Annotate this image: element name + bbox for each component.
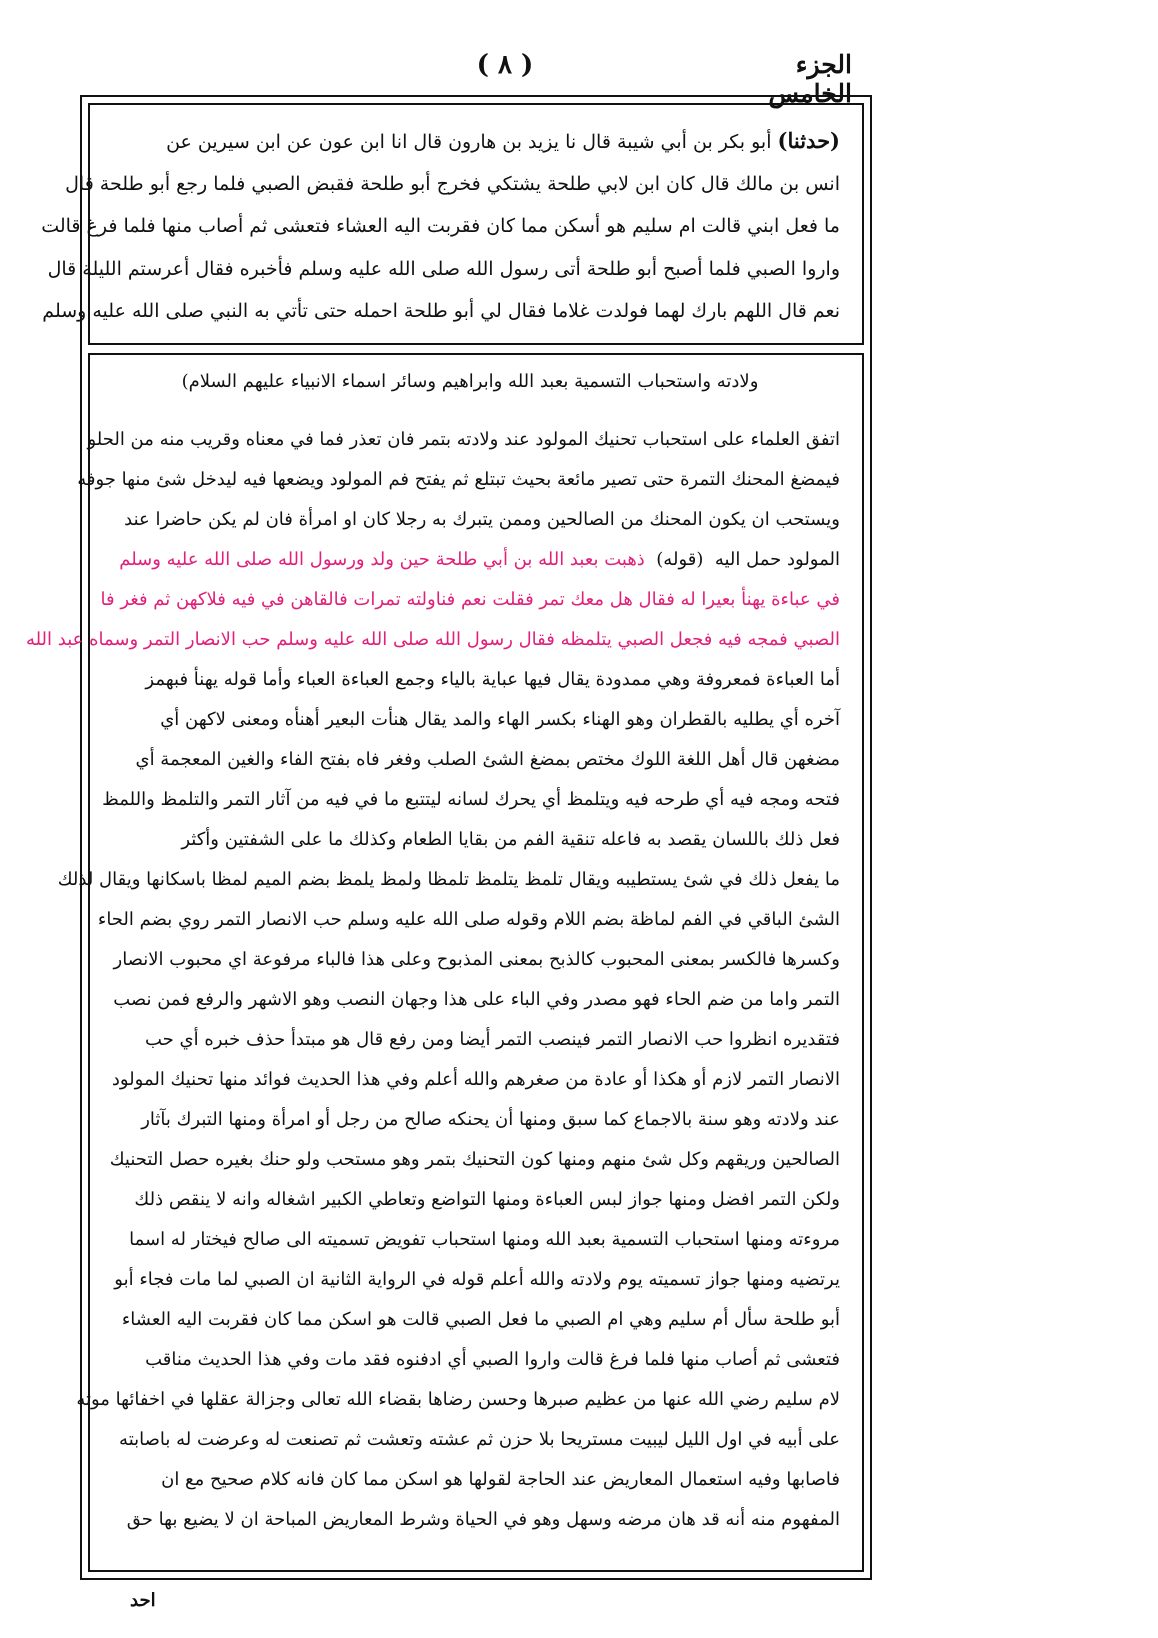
- commentary-line: ما يفعل ذلك في شئ يستطيبه ويقال تلمظ يتلمظ تلمظا ولمظ يلمظ بضم الميم لمظا باسكانها ويقال لذلك: [57, 869, 840, 890]
- volume-title: الجزء الخامس: [768, 50, 852, 108]
- quoted-hadith-line: الصبي فمجه فيه فجعل الصبي يتلمظه فقال رسول الله صلى الله عليه وسلم حب الانصار التمر وسماه عبد الله: [25, 629, 840, 650]
- commentary-line: وكسرها فالكسر بمعنى المحبوب كالذبح بمعنى المذبوح وعلى هذا فالباء مرفوعة اي محبوب الانصار: [113, 949, 840, 970]
- commentary-line: المولود حمل اليه (قوله) ذهبت بعبد الله بن أبي طلحة حين ولد ورسول الله صلى الله عليه وسلم: [119, 549, 840, 570]
- commentary-line: لام سليم رضي الله عنها من عظيم صبرها وحسن رضاها بقضاء الله تعالى وجزالة عقلها في اخفائها موته: [76, 1389, 840, 1410]
- commentary-line: المفهوم منه أنه قد هان مرضه وسهل وهو في الحياة وشرط المعاريض المباحة ان لا يضيع بها حق: [126, 1509, 840, 1530]
- catchword: احد: [130, 1590, 156, 1611]
- hadith-line: انس بن مالك قال كان ابن لابي طلحة يشتكي فخرج أبو طلحة فقبض الصبي فلما رجع أبو طلحة قال: [65, 172, 840, 195]
- commentary-line: فعل ذلك باللسان يقصد به فاعله تنقية الفم من بقايا الطعام وكذلك ما على الشفتين وأكثر: [181, 829, 840, 850]
- commentary-text: [25, 420, 840, 1540]
- chapter-title: ولادته واستحباب التسمية بعبد الله وابراهيم وسائر اسماء الانبياء عليهم السلام): [181, 371, 759, 392]
- commentary-line: يرتضيه ومنها جواز تسميته يوم ولادته والله أعلم قوله في الرواية الثانية ان الصبي لما مات فجاء أبو: [114, 1269, 840, 1290]
- qawluhu-label: (قوله): [656, 549, 704, 570]
- quoted-hadith-line: في عباءة يهنأ بعيرا له فقال هل معك تمر فقلت نعم فناولته تمرات فالقاهن في فيه فلاكهن ثم فغر فا: [100, 589, 840, 610]
- commentary-line: أبو طلحة سأل أم سليم وهي ام الصبي ما فعل الصبي قالت هو اسكن مما كان فقربت اليه العشاء: [121, 1309, 840, 1330]
- commentary-line: الصالحين وريقهم وكل شئ منهم ومنها كون التحنيك بتمر وهو مستحب ولو حنك بغيره حصل التحنيك: [109, 1149, 840, 1170]
- hadith-lead: (حدثنا): [777, 128, 840, 153]
- commentary-line: ويستحب ان يكون المحنك من الصالحين وممن يتبرك به رجلا كان او امرأة فان لم يكن حاضرا عند: [124, 509, 840, 530]
- commentary-line: آخره أي يطليه بالقطران وهو الهناء بكسر الهاء والمد يقال هنأت البعير أهنأه ومعنى لاكهن أي: [160, 709, 840, 730]
- commentary-line: أما العباءة فمعروفة وهي ممدودة يقال فيها عباية بالياء وجمع العباءة العباء وأما قوله يهنأ فبهمز: [145, 669, 840, 690]
- commentary-line: فتعشى ثم أصاب منها فلما فرغ قالت واروا الصبي أي ادفنوه فقد مات وفي هذا الحديث مناقب: [145, 1349, 840, 1370]
- commentary-line: فتحه ومجه فيه أي طرحه فيه ويتلمظ أي يحرك لسانه ليتتبع ما في فيه من آثار التمر والتلمظ واللمظ: [102, 789, 840, 810]
- commentary-line: على أبيه في اول الليل ليبيت مستريحا بلا حزن ثم عشته وتعشت ثم تصنعت له وعرضت له باصابته: [119, 1429, 840, 1450]
- commentary-line: مضغهن قال أهل اللغة اللوك مختص بمضغ الشئ الصلب وفغر فاه بفتح الفاء والغين المعجمة أي: [135, 749, 840, 770]
- commentary-line: الشئ الباقي في الفم لماظة بضم اللام وقوله صلى الله عليه وسلم حب الانصار التمر روي بضم الحاء: [97, 909, 840, 930]
- hadith-line: ما فعل ابني قالت ام سليم هو أسكن مما كان فقربت اليه العشاء فتعشى ثم أصاب منها فلما فرغ قالت: [41, 215, 840, 237]
- commentary-line: مروءته ومنها استحباب التسمية بعبد الله ومنها استحباب تفويض تسميته الى صالح فيختار له اسما: [129, 1229, 840, 1250]
- hadith-line: نعم قال اللهم بارك لهما فولدت غلاما فقال لي أبو طلحة احمله حتى تأتي به النبي صلى الله عليه وسلم: [42, 300, 840, 322]
- commentary-line: التمر واما من ضم الحاء فهو مصدر وفي الباء على هذا وجهان النصب وهو الاشهر والرفع فمن نصب: [113, 989, 840, 1010]
- page-number: ( ٨ ): [476, 50, 534, 80]
- quoted-hadith: ذهبت بعبد الله بن أبي طلحة حين ولد ورسول الله صلى الله عليه وسلم: [119, 549, 645, 570]
- hadith-line: واروا الصبي فلما أصبح أبو طلحة أتى رسول الله صلى الله عليه وسلم فأخبره فقال أعرستم الليلة قال: [47, 257, 840, 280]
- hadith-text: [41, 120, 840, 333]
- commentary-line: اتفق العلماء على استحباب تحنيك المولود عند ولادته بتمر فان تعذر فما في معناه وقريب منه من الحلو: [87, 429, 840, 450]
- commentary-line: فتقديره انظروا حب الانصار التمر فينصب التمر أيضا ومن رفع قال هو مبتدأ حذف خبره أي حب: [144, 1029, 840, 1050]
- commentary-line: فيمضغ المحنك التمرة حتى تصير مائعة بحيث تبتلع ثم يفتح فم المولود ويضعها فيه ليدخل شئ منها جوفه: [77, 469, 840, 490]
- commentary-line: فاصابها وفيه استعمال المعاريض عند الحاجة لقولها هو اسكن مما كان فانه كلام صحيح مع ان: [161, 1469, 840, 1490]
- commentary-line: ولكن التمر افضل ومنها جواز لبس العباءة ومنها التواضع وتعاطي الكبير اشغاله وانه لا ينقص ذلك: [134, 1189, 840, 1210]
- hadith-line: (حدثنا) أبو بكر بن أبي شيبة قال نا يزيد بن هارون قال انا ابن عون عن ابن سيرين عن: [166, 128, 840, 153]
- commentary-line: الانصار التمر لازم أو هكذا أو عادة من صغرهم والله أعلم وفي هذا الحديث فوائد منها تحنيك المولود: [111, 1069, 840, 1090]
- commentary-line: عند ولادته وهو سنة بالاجماع كما سبق ومنها أن يحنكه صالح من رجل أو امرأة ومنها التبرك بآثار: [141, 1109, 840, 1130]
